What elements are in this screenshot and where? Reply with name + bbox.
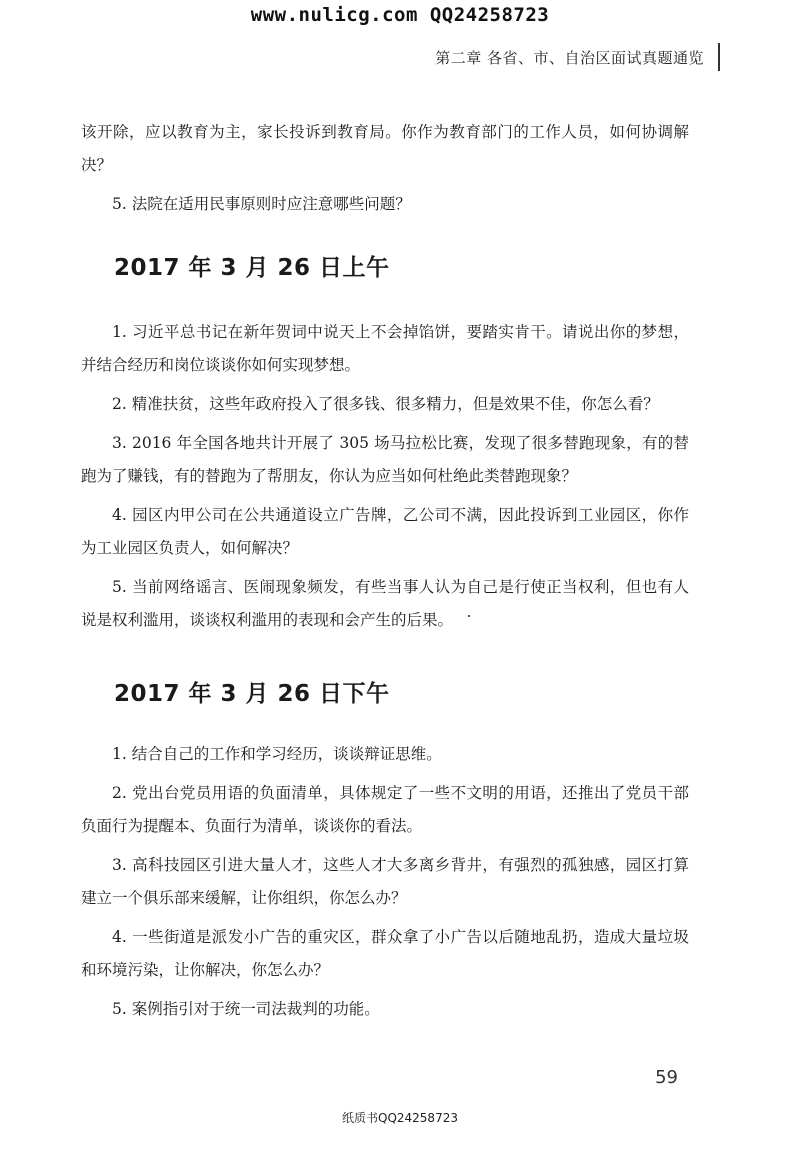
header-divider [718, 43, 720, 71]
page-number: 59 [655, 1067, 678, 1088]
question-item: 3. 2016 年全国各地共计开展了 305 场马拉松比赛，发现了很多替跑现象，有的替跑为了赚钱，有的替跑为了帮朋友，你认为应当如何杜绝此类替跑现象？ [81, 434, 689, 485]
question-item: 5. 法院在适用民事原则时应注意哪些问题？ [112, 195, 411, 213]
section-heading-morning: 2017 年 3 月 26 日上午 [114, 255, 390, 281]
question-item: 1. 结合自己的工作和学习经历，谈谈辩证思维。 [112, 745, 442, 763]
scan-speck [468, 615, 470, 617]
question-item: 3. 高科技园区引进大量人才，这些人才大多离乡背井，有强烈的孤独感，园区打算建立一个俱乐部来缓解，让你组织，你怎么办？ [81, 856, 689, 907]
question-item: 5. 案例指引对于统一司法裁判的功能。 [112, 1000, 380, 1018]
continued-paragraph: 该开除，应以教育为主，家长投诉到教育局。你作为教育部门的工作人员，如何协调解决？ [81, 123, 689, 174]
question-item: 4. 一些街道是派发小广告的重灾区，群众拿了小广告以后随地乱扔，造成大量垃圾和环境污染，让你解决，你怎么办？ [81, 928, 689, 979]
question-item: 4. 园区内甲公司在公共通道设立广告牌，乙公司不满，因此投诉到工业园区，你作为工业园区负责人，如何解决？ [81, 506, 689, 557]
bottom-watermark: 纸质书QQ24258723 [342, 1111, 458, 1125]
question-item: 2. 党出台党员用语的负面清单，具体规定了一些不文明的用语，还推出了党员干部负面行为提醒本、负面行为清单，谈谈你的看法。 [81, 784, 689, 835]
question-item: 2. 精准扶贫，这些年政府投入了很多钱、很多精力，但是效果不佳，你怎么看？ [112, 395, 659, 413]
section-heading-afternoon: 2017 年 3 月 26 日下午 [114, 681, 390, 707]
question-item: 5. 当前网络谣言、医闹现象频发，有些当事人认为自己是行使正当权利，但也有人说是权利滥用，谈谈权利滥用的表现和会产生的后果。 [81, 578, 689, 629]
top-watermark: www.nulicg.com QQ24258723 [250, 4, 550, 26]
running-header: 第二章 各省、市、自治区面试真题通览 [435, 49, 704, 67]
question-item: 1. 习近平总书记在新年贺词中说天上不会掉馅饼，要踏实肯干。请说出你的梦想，并结合经历和岗位谈谈你如何实现梦想。 [81, 323, 689, 374]
page-body [81, 116, 689, 1032]
